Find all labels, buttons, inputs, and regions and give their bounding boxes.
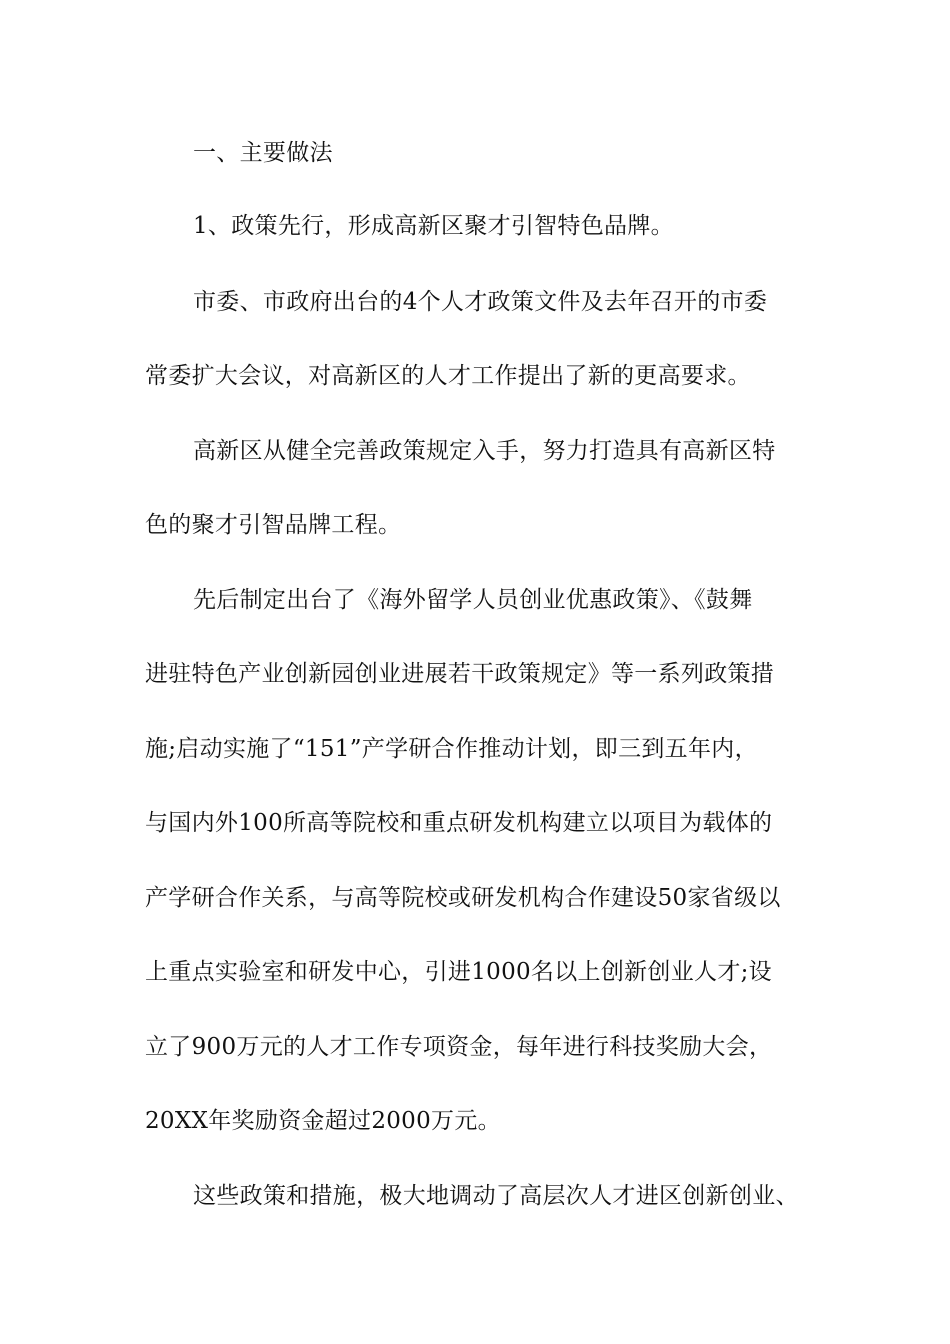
paragraph-3-line-3: 施;启动实施了“151”产学研合作推动计划，即三到五年内， — [145, 736, 758, 762]
paragraph-2-line-2: 色的聚才引智品牌工程。 — [145, 512, 402, 538]
paragraph-3-line-1: 先后制定出台了《海外留学人员创业优惠政策》、《鼓舞 — [193, 587, 753, 613]
paragraph-3-line-5: 产学研合作关系，与高等院校或研发机构合作建设50家省级以 — [145, 885, 781, 911]
paragraph-3-line-6: 上重点实验室和研发中心，引进1000名以上创新创业人才;设 — [145, 959, 772, 985]
subsection-heading: 1、政策先行，形成高新区聚才引智特色品牌。 — [193, 213, 674, 239]
paragraph-3-line-8: 20XX年奖励资金超过2000万元。 — [145, 1108, 501, 1134]
section-heading: 一、主要做法 — [193, 140, 333, 166]
paragraph-3-line-7: 立了900万元的人才工作专项资金，每年进行科技奖励大会， — [145, 1034, 773, 1060]
paragraph-4-line-1: 这些政策和措施，极大地调动了高层次人才进区创新创业、 — [193, 1183, 799, 1209]
paragraph-3-line-4: 与国内外100所高等院校和重点研发机构建立以项目为载体的 — [145, 810, 773, 836]
paragraph-1-line-2: 常委扩大会议，对高新区的人才工作提出了新的更高要求。 — [145, 363, 751, 389]
paragraph-1-line-1: 市委、市政府出台的4个人才政策文件及去年召开的市委 — [193, 289, 768, 315]
paragraph-3-line-2: 进驻特色产业创新园创业进展若干政策规定》等一系列政策措 — [145, 661, 775, 687]
paragraph-2-line-1: 高新区从健全完善政策规定入手，努力打造具有高新区特 — [193, 438, 776, 464]
